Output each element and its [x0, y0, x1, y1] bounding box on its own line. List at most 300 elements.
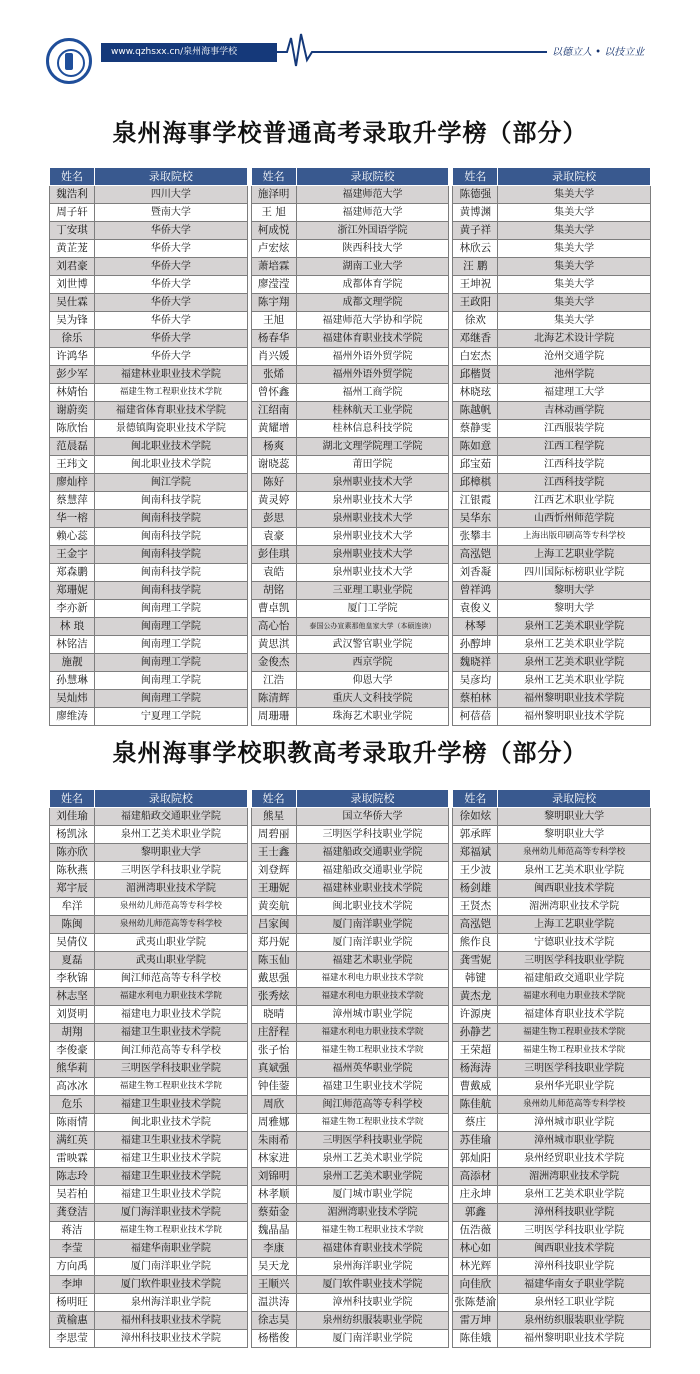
admitted-school: 集美大学 [498, 240, 651, 258]
student-name: 刘世博 [50, 276, 95, 294]
admitted-school: 福建师范大学协和学院 [296, 312, 449, 330]
student-name: 林家进 [251, 1150, 296, 1168]
admitted-school: 泉州华光职业学院 [498, 1078, 651, 1096]
table-row [50, 312, 248, 330]
table-row [453, 600, 651, 618]
table-row [453, 1312, 651, 1330]
table-row [50, 1222, 248, 1240]
student-name: 牟洋 [50, 898, 95, 916]
admitted-school: 泉州海洋职业学院 [296, 1258, 449, 1276]
header-name: 姓名 [50, 168, 95, 186]
table-row [50, 708, 248, 726]
table-row [50, 582, 248, 600]
table-row [453, 1276, 651, 1294]
student-name: 陈宇翔 [251, 294, 296, 312]
student-name: 钟佳蓥 [251, 1078, 296, 1096]
student-name: 郑森鹏 [50, 564, 95, 582]
admitted-school: 厦门城市职业学院 [296, 1186, 449, 1204]
table-row [453, 636, 651, 654]
student-name: 黄思淇 [251, 636, 296, 654]
table-row [50, 528, 248, 546]
table-row [251, 204, 449, 222]
table-row [50, 1294, 248, 1312]
student-name: 李康 [251, 1240, 296, 1258]
student-name: 苏佳瑜 [453, 1132, 498, 1150]
admitted-school: 武夷山职业学院 [95, 934, 248, 952]
admitted-school: 福建体育职业技术学院 [498, 1006, 651, 1024]
table-row [251, 672, 449, 690]
admitted-school: 闽南理工学院 [95, 636, 248, 654]
student-name: 刘贤明 [50, 1006, 95, 1024]
student-name: 张秀炫 [251, 988, 296, 1006]
table-row [251, 988, 449, 1006]
student-name: 周碧丽 [251, 826, 296, 844]
section2-admission-table [251, 789, 450, 1348]
table-row [453, 1204, 651, 1222]
table-row [251, 474, 449, 492]
admitted-school: 闽西职业技术学院 [498, 1240, 651, 1258]
admitted-school: 福建船政交通职业学院 [95, 808, 248, 826]
student-name: 杨楷俊 [251, 1330, 296, 1348]
table-row [453, 1294, 651, 1312]
admitted-school: 三明医学科技职业学院 [498, 1060, 651, 1078]
table-row [453, 708, 651, 726]
student-name: 方向禹 [50, 1258, 95, 1276]
table-row [453, 1168, 651, 1186]
admitted-school: 泉州职业技术大学 [296, 528, 449, 546]
table-row [50, 204, 248, 222]
table-row [50, 492, 248, 510]
table-row [453, 672, 651, 690]
admitted-school: 华侨大学 [95, 294, 248, 312]
admitted-school: 华侨大学 [95, 330, 248, 348]
admitted-school: 闽江师范高等专科学校 [95, 1042, 248, 1060]
admitted-school: 厦门南洋职业学院 [296, 916, 449, 934]
section1-admission-table [452, 167, 651, 726]
admitted-school: 泉州职业技术大学 [296, 546, 449, 564]
student-name: 林铭洁 [50, 636, 95, 654]
student-name: 杨春华 [251, 330, 296, 348]
admitted-school: 闽北职业技术学院 [296, 898, 449, 916]
admitted-school: 湄洲湾职业技术学院 [498, 898, 651, 916]
admitted-school: 黎明职业大学 [498, 826, 651, 844]
table-row [453, 528, 651, 546]
admitted-school: 福建卫生职业技术学院 [95, 1168, 248, 1186]
student-name: 朱雨希 [251, 1132, 296, 1150]
admitted-school: 上海工艺职业学院 [498, 546, 651, 564]
header-name: 姓名 [453, 790, 498, 808]
table-row [50, 808, 248, 826]
student-name: 萧培霖 [251, 258, 296, 276]
student-name: 林 琅 [50, 618, 95, 636]
admitted-school: 湄洲湾职业技术学院 [498, 1168, 651, 1186]
student-name: 郑宇辰 [50, 880, 95, 898]
student-name: 曾祥鸿 [453, 582, 498, 600]
admitted-school: 福建水利电力职业技术学院 [498, 988, 651, 1006]
admitted-school: 江西服装学院 [498, 420, 651, 438]
admitted-school: 黎明职业大学 [95, 844, 248, 862]
admitted-school: 福建船政交通职业学院 [498, 970, 651, 988]
admitted-school: 华侨大学 [95, 222, 248, 240]
table-row [453, 366, 651, 384]
student-name: 林婧怡 [50, 384, 95, 402]
student-name: 李亦新 [50, 600, 95, 618]
table-row [453, 330, 651, 348]
table-row [50, 654, 248, 672]
admitted-school: 泉州工艺美术职业学院 [296, 1150, 449, 1168]
admitted-school: 泉州幼儿师范高等专科学校 [498, 844, 651, 862]
student-name: 高泓铠 [453, 546, 498, 564]
table-row [50, 456, 248, 474]
student-name: 谢晓蕊 [251, 456, 296, 474]
admitted-school: 闽江学院 [95, 474, 248, 492]
table-row [251, 1006, 449, 1024]
student-name: 陈德强 [453, 186, 498, 204]
admitted-school: 江西艺术职业学院 [498, 492, 651, 510]
admitted-school: 桂林航天工业学院 [296, 402, 449, 420]
admitted-school: 闽江师范高等专科学校 [95, 970, 248, 988]
student-name: 白宏杰 [453, 348, 498, 366]
admitted-school: 湖北文理学院理工学院 [296, 438, 449, 456]
admitted-school: 泉州幼儿师范高等专科学校 [498, 1096, 651, 1114]
admitted-school: 福建水利电力职业技术学院 [296, 988, 449, 1006]
admitted-school: 湄洲湾职业技术学院 [95, 880, 248, 898]
admitted-school: 泉州纺织服装职业学院 [296, 1312, 449, 1330]
table-row [453, 1114, 651, 1132]
table-row [251, 898, 449, 916]
student-name: 伍浩薇 [453, 1222, 498, 1240]
table-row [251, 564, 449, 582]
admitted-school: 福建水利电力职业技术学院 [95, 988, 248, 1006]
table-row [251, 654, 449, 672]
table-row [251, 240, 449, 258]
admitted-school: 福建船政交通职业学院 [296, 844, 449, 862]
admitted-school: 厦门南洋职业学院 [296, 1330, 449, 1348]
admitted-school: 山西忻州师范学院 [498, 510, 651, 528]
admitted-school: 福建生物工程职业技术学院 [95, 1078, 248, 1096]
table-row [251, 438, 449, 456]
student-name: 张陈楚渝 [453, 1294, 498, 1312]
admitted-school: 闽南科技学院 [95, 564, 248, 582]
admitted-school: 福建林业职业技术学院 [95, 366, 248, 384]
admitted-school: 泉州工艺美术职业学院 [498, 1186, 651, 1204]
table-row [50, 1312, 248, 1330]
table-row [50, 384, 248, 402]
admitted-school: 福建水利电力职业技术学院 [296, 1024, 449, 1042]
student-name: 华一榕 [50, 510, 95, 528]
student-name: 陈好 [251, 474, 296, 492]
student-name: 曹卓凯 [251, 600, 296, 618]
admitted-school: 池州学院 [498, 366, 651, 384]
table-row [251, 294, 449, 312]
section1-admission-table [251, 167, 450, 726]
table-row [50, 240, 248, 258]
student-name: 许鸿华 [50, 348, 95, 366]
admitted-school: 厦门南洋职业学院 [296, 934, 449, 952]
table-row [453, 970, 651, 988]
student-name: 江浩 [251, 672, 296, 690]
student-name: 彭少军 [50, 366, 95, 384]
table-row [50, 1024, 248, 1042]
admitted-school: 闽北职业技术学院 [95, 438, 248, 456]
student-name: 吴华东 [453, 510, 498, 528]
admitted-school: 闽江师范高等专科学校 [296, 1096, 449, 1114]
admitted-school: 莆田学院 [296, 456, 449, 474]
website-url[interactable]: www.qzhsxx.cn/泉州海事学校 [101, 43, 277, 62]
admitted-school: 福建卫生职业技术学院 [95, 1186, 248, 1204]
admitted-school: 福州黎明职业技术学院 [498, 708, 651, 726]
table-row [50, 880, 248, 898]
student-name: 杨海涛 [453, 1060, 498, 1078]
student-name: 高冰冰 [50, 1078, 95, 1096]
table-row [453, 510, 651, 528]
table-row [50, 1060, 248, 1078]
admitted-school: 闽西职业技术学院 [498, 880, 651, 898]
admitted-school: 华侨大学 [95, 240, 248, 258]
table-row [251, 528, 449, 546]
table-row [453, 1132, 651, 1150]
student-name: 陈亦欣 [50, 844, 95, 862]
table-row [50, 844, 248, 862]
student-name: 陈佳航 [453, 1096, 498, 1114]
table-row [453, 312, 651, 330]
student-name: 袁豪 [251, 528, 296, 546]
student-name: 陈志玲 [50, 1168, 95, 1186]
student-name: 蔡慧萍 [50, 492, 95, 510]
table-row [453, 654, 651, 672]
student-name: 卢宏炫 [251, 240, 296, 258]
student-name: 陈如意 [453, 438, 498, 456]
table-row [453, 474, 651, 492]
admitted-school: 湖南工业大学 [296, 258, 449, 276]
table-row [50, 1330, 248, 1348]
page-header [0, 0, 700, 100]
student-name: 温洪涛 [251, 1294, 296, 1312]
table-row [251, 916, 449, 934]
admitted-school: 成都文理学院 [296, 294, 449, 312]
admitted-school: 闽南科技学院 [95, 528, 248, 546]
student-name: 彭佳琪 [251, 546, 296, 564]
table-row [50, 690, 248, 708]
admitted-school: 福建生物工程职业技术学院 [95, 384, 248, 402]
student-name: 吴彦均 [453, 672, 498, 690]
admitted-school: 福建师范大学 [296, 204, 449, 222]
table-row [251, 1276, 449, 1294]
student-name: 曹戴威 [453, 1078, 498, 1096]
admitted-school: 福建卫生职业技术学院 [95, 1096, 248, 1114]
student-name: 周欣 [251, 1096, 296, 1114]
student-name: 林琴 [453, 618, 498, 636]
student-name: 王坤祝 [453, 276, 498, 294]
student-name: 熊作良 [453, 934, 498, 952]
admitted-school: 华侨大学 [95, 348, 248, 366]
table-row [50, 258, 248, 276]
admitted-school: 集美大学 [498, 222, 651, 240]
table-row [50, 1132, 248, 1150]
admitted-school: 闽南理工学院 [95, 690, 248, 708]
student-name: 廖灿梓 [50, 474, 95, 492]
admitted-school: 漳州城市职业学院 [296, 1006, 449, 1024]
table-row [50, 618, 248, 636]
student-name: 王金宇 [50, 546, 95, 564]
admitted-school: 仰恩大学 [296, 672, 449, 690]
school-logo-icon [46, 38, 92, 84]
table-row [251, 384, 449, 402]
student-name: 江银霞 [453, 492, 498, 510]
student-name: 谢蔚奕 [50, 402, 95, 420]
section2-admission-table [452, 789, 651, 1348]
admitted-school: 福建省体育职业技术学院 [95, 402, 248, 420]
student-name: 戴思强 [251, 970, 296, 988]
student-name: 杨爽 [251, 438, 296, 456]
student-name: 吴若柏 [50, 1186, 95, 1204]
table-row [453, 1096, 651, 1114]
admitted-school: 闽南理工学院 [95, 618, 248, 636]
table-row [251, 546, 449, 564]
admitted-school: 三明医学科技职业学院 [296, 1132, 449, 1150]
student-name: 魏浩利 [50, 186, 95, 204]
table-row [50, 1006, 248, 1024]
table-row [251, 1132, 449, 1150]
student-name: 林欣云 [453, 240, 498, 258]
admitted-school: 福建体育职业技术学院 [296, 330, 449, 348]
student-name: 邱宝茹 [453, 456, 498, 474]
table-row [251, 1078, 449, 1096]
admitted-school: 黎明职业大学 [498, 808, 651, 826]
admitted-school: 江西科技学院 [498, 456, 651, 474]
admitted-school: 闽南理工学院 [95, 600, 248, 618]
table-row [251, 402, 449, 420]
table-row [50, 862, 248, 880]
table-row [50, 1276, 248, 1294]
student-name: 黄榆惠 [50, 1312, 95, 1330]
admitted-school: 福建生物工程职业技术学院 [498, 1024, 651, 1042]
table-row [453, 294, 651, 312]
table-row [251, 330, 449, 348]
admitted-school: 福建师范大学 [296, 186, 449, 204]
student-name: 袁皓 [251, 564, 296, 582]
table-row [453, 1042, 651, 1060]
admitted-school: 华侨大学 [95, 258, 248, 276]
table-row [453, 934, 651, 952]
table-row [251, 1204, 449, 1222]
student-name: 刘君豪 [50, 258, 95, 276]
admitted-school: 宁夏理工学院 [95, 708, 248, 726]
admitted-school: 成都体育学院 [296, 276, 449, 294]
admitted-school: 福建卫生职业技术学院 [95, 1132, 248, 1150]
student-name: 李思莹 [50, 1330, 95, 1348]
table-row [453, 690, 651, 708]
table-row [50, 546, 248, 564]
admitted-school: 厦门软件职业技术学院 [296, 1276, 449, 1294]
student-name: 王玮文 [50, 456, 95, 474]
student-name: 雷映霖 [50, 1150, 95, 1168]
student-name: 刘佳瑜 [50, 808, 95, 826]
table-row [50, 1078, 248, 1096]
table-row [453, 546, 651, 564]
student-name: 黄杰龙 [453, 988, 498, 1006]
header-school: 录取院校 [95, 168, 248, 186]
section1-title: 泉州海事学校普通高考录取升学榜（部分） [112, 119, 588, 147]
table-row [50, 294, 248, 312]
student-name: 杨明旺 [50, 1294, 95, 1312]
student-name: 高添材 [453, 1168, 498, 1186]
admitted-school: 桂林信息科技学院 [296, 420, 449, 438]
table-row [50, 564, 248, 582]
student-name: 陈佳娥 [453, 1330, 498, 1348]
student-name: 郑福斌 [453, 844, 498, 862]
table-row [50, 916, 248, 934]
student-name: 王旭 [251, 312, 296, 330]
student-name: 邱樟棋 [453, 474, 498, 492]
student-name: 龚雪妮 [453, 952, 498, 970]
table-row [453, 258, 651, 276]
student-name: 袁俊义 [453, 600, 498, 618]
student-name: 胡翔 [50, 1024, 95, 1042]
student-name: 魏晶晶 [251, 1222, 296, 1240]
section2-title: 泉州海事学校职教高考录取升学榜（部分） [112, 739, 588, 767]
table-row [251, 690, 449, 708]
student-name: 王少波 [453, 862, 498, 880]
admitted-school: 集美大学 [498, 186, 651, 204]
student-name: 黄奕航 [251, 898, 296, 916]
admitted-school: 厦门南洋职业学院 [95, 1258, 248, 1276]
admitted-school: 泉州职业技术大学 [296, 564, 449, 582]
student-name: 蒋洁 [50, 1222, 95, 1240]
table-row [50, 1258, 248, 1276]
table-row [251, 1258, 449, 1276]
admitted-school: 浙江外国语学院 [296, 222, 449, 240]
table-row [50, 366, 248, 384]
table-row [50, 348, 248, 366]
admitted-school: 漳州科技职业学院 [498, 1258, 651, 1276]
student-name: 刘香凝 [453, 564, 498, 582]
admitted-school: 泉州幼儿师范高等专科学校 [95, 898, 248, 916]
table-row [453, 988, 651, 1006]
table-row [453, 492, 651, 510]
header-name: 姓名 [251, 168, 296, 186]
admitted-school: 黎明大学 [498, 582, 651, 600]
student-name: 郭承晖 [453, 826, 498, 844]
table-row [251, 1186, 449, 1204]
student-name: 黄灵婷 [251, 492, 296, 510]
admitted-school: 漳州城市职业学院 [498, 1132, 651, 1150]
student-name: 王士鑫 [251, 844, 296, 862]
admitted-school: 泉州职业技术大学 [296, 510, 449, 528]
admitted-school: 厦门工学院 [296, 600, 449, 618]
admitted-school: 珠海艺术职业学院 [296, 708, 449, 726]
student-name: 陈玉仙 [251, 952, 296, 970]
student-name: 邱楷贤 [453, 366, 498, 384]
admitted-school: 泉州轻工职业学院 [498, 1294, 651, 1312]
admitted-school: 厦门软件职业技术学院 [95, 1276, 248, 1294]
student-name: 金俊杰 [251, 654, 296, 672]
table-row [453, 618, 651, 636]
admitted-school: 福建理工大学 [498, 384, 651, 402]
student-name: 王政阳 [453, 294, 498, 312]
table-row [50, 988, 248, 1006]
admitted-school: 福州黎明职业技术学院 [498, 690, 651, 708]
student-name: 刘登辉 [251, 862, 296, 880]
table-row [453, 1024, 651, 1042]
student-name: 杨剑雄 [453, 880, 498, 898]
student-name: 王 旭 [251, 204, 296, 222]
student-name: 陈闽 [50, 916, 95, 934]
table-row [453, 808, 651, 826]
table-row [453, 898, 651, 916]
admitted-school: 上海工艺职业学院 [498, 916, 651, 934]
table-row [50, 1114, 248, 1132]
